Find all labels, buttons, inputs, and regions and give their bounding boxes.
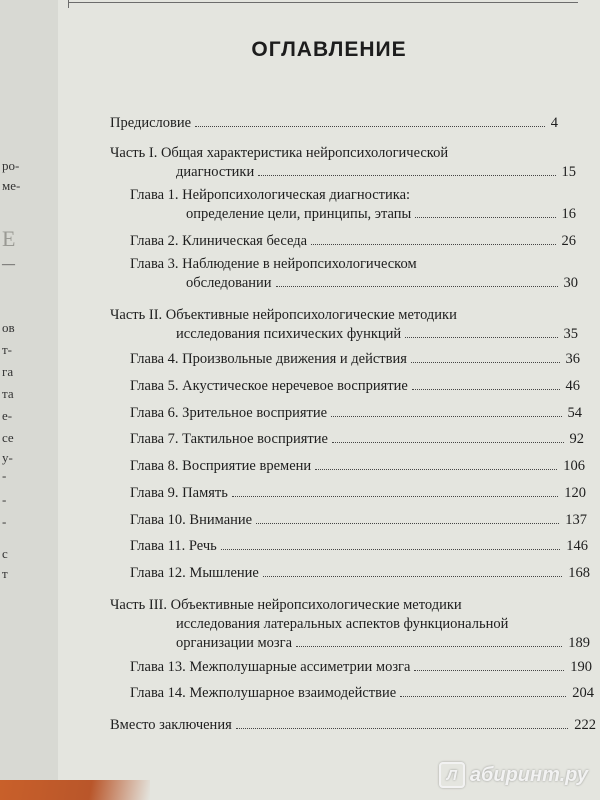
toc-entry-label: Вместо заключения xyxy=(110,717,232,733)
toc-entry-label: Глава 11. Речь xyxy=(130,538,217,554)
toc-entry-chapter-7 xyxy=(130,430,584,448)
left-page-fragment: се xyxy=(2,430,14,445)
toc-chapter-1-heading: Глава 1. Нейропсихологическая диагностика: xyxy=(130,187,411,203)
leader-dots xyxy=(414,670,564,671)
leader-dots xyxy=(263,576,562,577)
leader-dots xyxy=(311,244,555,245)
toc-entry-label: Глава 6. Зрительное восприятие xyxy=(130,405,328,421)
toc-page-number: 146 xyxy=(566,538,588,554)
toc-page-number: 16 xyxy=(561,206,576,222)
top-rule xyxy=(68,2,578,3)
toc-page-number: 168 xyxy=(568,565,590,581)
toc-entry-label: обследовании xyxy=(186,275,272,291)
left-page-fragment: е- xyxy=(2,408,13,423)
toc-entry-preface xyxy=(110,114,558,132)
toc-entry-label: Глава 12. Мышление xyxy=(130,565,259,581)
toc-entry-label: Глава 4. Произвольные движения и действия xyxy=(130,351,407,367)
left-page-edge xyxy=(0,0,58,800)
toc-page-number: 46 xyxy=(565,378,580,394)
toc-part-2-heading: Часть II. Объективные нейропсихологические методики xyxy=(110,307,457,323)
left-page-fragment: ме- xyxy=(2,178,21,193)
left-page-fragment: та xyxy=(2,386,14,401)
toc-entry-chapter-2 xyxy=(130,232,576,250)
toc-entry-label: Глава 2. Клиническая беседа xyxy=(130,233,308,249)
toc-entry-chapter-14 xyxy=(130,684,594,702)
labirint-watermark xyxy=(439,762,588,788)
left-page-fragment: с xyxy=(2,546,8,561)
toc-entry-label: Глава 7. Тактильное восприятие xyxy=(130,431,328,447)
toc-page-number: 30 xyxy=(563,275,578,291)
left-page-fragment: ро- xyxy=(2,158,20,173)
top-rule-tick xyxy=(68,0,69,8)
toc-page-number: 106 xyxy=(563,458,585,474)
toc-entry-chapter-11 xyxy=(130,537,588,555)
leader-dots xyxy=(332,442,564,443)
toc-entry-conclusion xyxy=(110,716,596,734)
book-cover-edge xyxy=(0,780,150,800)
toc-chapter-3-heading: Глава 3. Наблюдение в нейропсихологическом xyxy=(130,256,417,272)
toc-page-number: 190 xyxy=(570,659,592,675)
page-title: ОГЛАВЛЕНИЕ xyxy=(251,38,407,61)
left-page-fragment: т- xyxy=(2,342,13,357)
left-page-fragment: - xyxy=(2,468,7,483)
left-page-fragment: ов xyxy=(2,320,15,335)
left-page-fragment: у- xyxy=(2,450,13,465)
left-page-fragment: Е xyxy=(2,226,16,251)
toc-page-number: 35 xyxy=(563,326,578,342)
toc-entry-chapter-10 xyxy=(130,511,587,529)
toc-entry-chapter-12 xyxy=(130,564,590,582)
toc-entry-chapter-13 xyxy=(130,658,592,676)
toc-page-number: 26 xyxy=(561,233,576,249)
toc-entry-chapter-8 xyxy=(130,457,585,475)
toc-page-number: 4 xyxy=(550,115,558,131)
toc-entry-chapter-1 xyxy=(186,205,576,223)
leader-dots xyxy=(315,469,557,470)
toc-part-1-heading: Часть I. Общая характеристика нейропсихологической xyxy=(110,145,449,161)
left-page-fragment: - xyxy=(2,514,7,529)
toc-entry-label: Предисловие xyxy=(110,115,192,131)
left-page-fragment: - xyxy=(2,492,7,507)
book-page xyxy=(58,0,600,800)
toc-part-3-heading-line-2: исследования латеральных аспектов функциональной xyxy=(176,616,509,632)
leader-dots xyxy=(258,175,555,176)
toc-entry-label: Глава 5. Акустическое неречевое восприятие xyxy=(130,378,408,394)
toc-page-number: 189 xyxy=(568,635,590,651)
toc-page-number: 222 xyxy=(574,717,596,733)
toc-entry-chapter-6 xyxy=(130,404,582,422)
left-page-fragment: га xyxy=(2,364,14,379)
leader-dots xyxy=(276,286,558,287)
toc-entry-part-2 xyxy=(176,325,578,343)
toc-entry-part-1 xyxy=(176,163,576,181)
toc-entry-chapter-4 xyxy=(130,350,580,368)
toc-page-number: 92 xyxy=(569,431,584,447)
leader-dots xyxy=(236,728,569,729)
toc-entry-label: Глава 14. Межполушарное взаимодействие xyxy=(130,685,397,701)
toc-entry-label: исследования психических функций xyxy=(176,326,402,342)
leader-dots xyxy=(412,389,560,390)
toc-entry-part-3 xyxy=(176,634,590,652)
toc-page-number: 36 xyxy=(565,351,580,367)
leader-dots xyxy=(256,523,559,524)
toc-entry-chapter-3 xyxy=(186,274,578,292)
watermark-text: абиринт.ру xyxy=(469,763,588,786)
leader-dots xyxy=(411,362,560,363)
toc-page-number: 15 xyxy=(561,164,576,180)
toc-entry-label: диагностики xyxy=(176,164,255,180)
leader-dots xyxy=(195,126,545,127)
toc-entry-label: Глава 13. Межполушарные ассиметрии мозга xyxy=(130,659,411,675)
toc-page-number: 120 xyxy=(564,485,586,501)
leader-dots xyxy=(296,646,562,647)
left-page-fragment: — xyxy=(2,256,15,271)
leader-dots xyxy=(400,696,566,697)
toc-entry-chapter-9 xyxy=(130,484,586,502)
labirint-logo-icon: Л xyxy=(439,762,465,788)
leader-dots xyxy=(232,496,558,497)
toc-part-3-heading: Часть III. Объективные нейропсихологические методики xyxy=(110,597,462,613)
toc-page-number: 54 xyxy=(567,405,582,421)
toc-page-number: 204 xyxy=(572,685,594,701)
toc-entry-label: Глава 10. Внимание xyxy=(130,512,253,528)
toc-entry-label: определение цели, принципы, этапы xyxy=(186,206,412,222)
toc-entry-label: Глава 8. Восприятие времени xyxy=(130,458,312,474)
toc-entry-label: организации мозга xyxy=(176,635,293,651)
leader-dots xyxy=(405,337,557,338)
toc-entry-chapter-5 xyxy=(130,377,580,395)
left-page-fragment: т xyxy=(2,566,8,581)
toc-page-number: 137 xyxy=(565,512,587,528)
toc-entry-label: Глава 9. Память xyxy=(130,485,228,501)
leader-dots xyxy=(221,549,561,550)
leader-dots xyxy=(415,217,555,218)
leader-dots xyxy=(331,416,561,417)
